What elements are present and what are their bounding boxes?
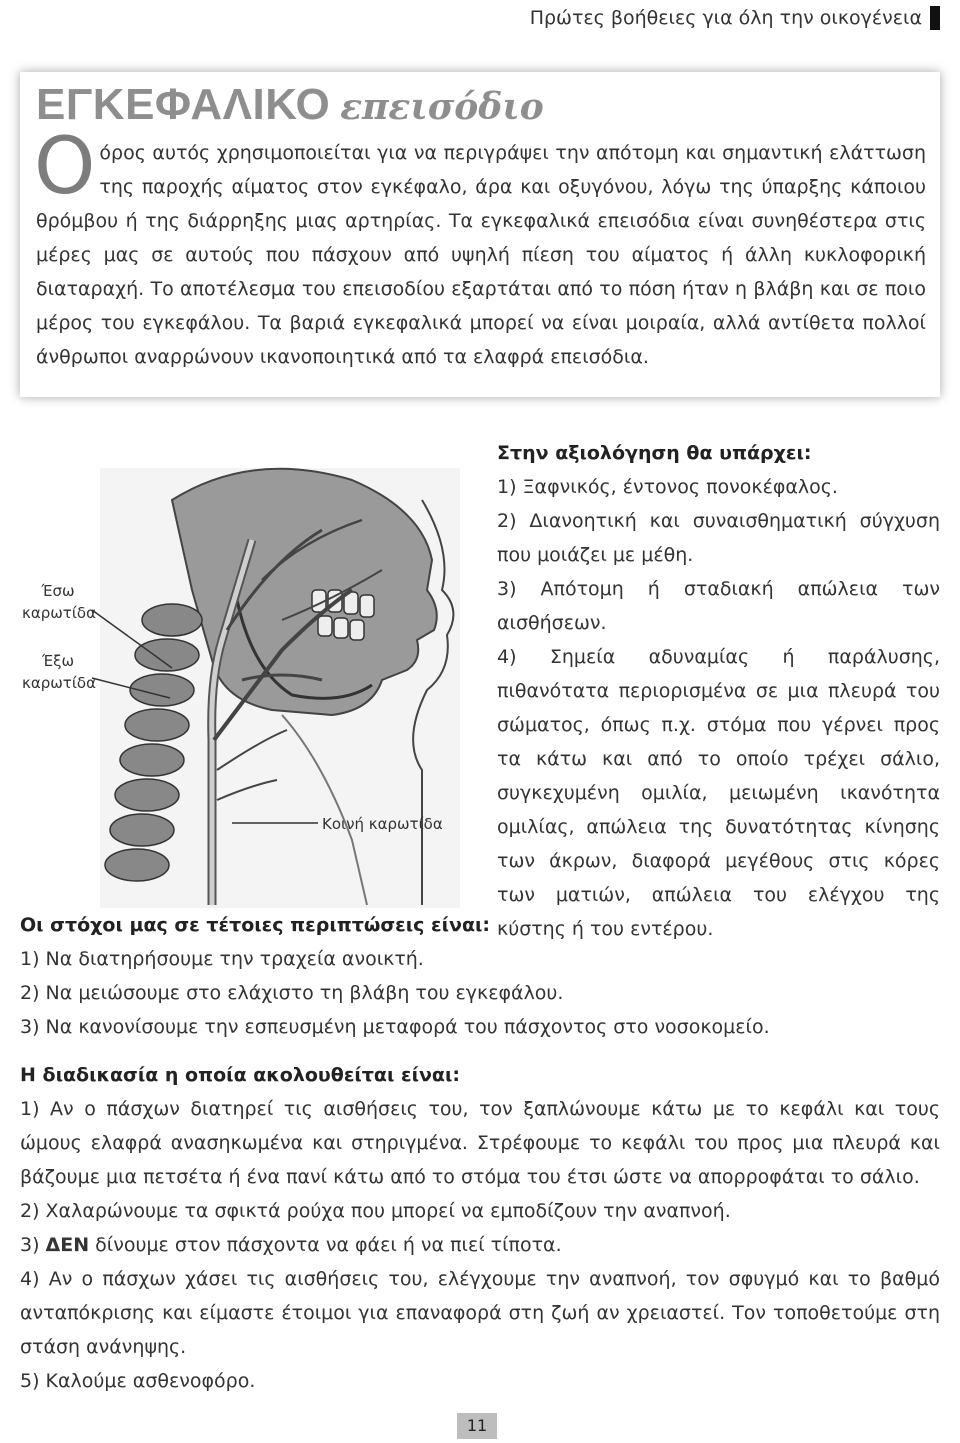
title-main: ΕΓΚΕΦΑΛΙΚΟ — [36, 80, 331, 129]
procedure-item-1: 1) Αν ο πάσχων διατηρεί τις αισθήσεις του, τον ξαπλώνουμε κάτω με το κεφάλι και τους ώμους ελαφρά ανασηκωμένα και στηριγμένα. Στρέφουμε το κεφάλι του προς μια πλευρά και βάζουμε μια πετσέτα ή ένα πανί κάτω από το στόμα του έτσι ώστε να απορροφάται το σάλιο. — [20, 1098, 940, 1188]
page-title — [36, 80, 544, 130]
assessment-item-2: 2) Διανοητική και συναισθηματική σύγχυση που μοιάζει με μέθη. — [497, 510, 940, 566]
dropcap: Ο — [34, 122, 96, 212]
procedure-item-3-prefix: 3) — [20, 1234, 46, 1256]
procedure-item-5: 5) Καλούμε ασθενοφόρο. — [20, 1370, 256, 1392]
assessment-item-1: 1) Ξαφνικός, έντονος πονοκέφαλος. — [497, 476, 838, 498]
running-header-title: Πρώτες βοήθειες για όλη την οικογένεια — [529, 7, 922, 29]
procedure-item-4: 4) Αν ο πάσχων χάσει τις αισθήσεις του, ελέγχουμε την αναπνοή, τον σφυγμό και το βαθμό ανταπόκρισης και είμαστε έτοιμοι για επαναφορά στη ζωή αν χρειαστεί. Τον τοποθετούμε στη στάση ανάνηψης. — [20, 1268, 940, 1358]
title-script: επεισόδιο — [340, 86, 544, 128]
procedure-heading: Η διαδικασία η οποία ακολουθείται είναι: — [20, 1064, 460, 1086]
assessment-section — [497, 436, 940, 946]
procedure-item-3 — [20, 1228, 940, 1262]
intro-box — [20, 72, 940, 397]
assessment-item-4: 4) Σημεία αδυναμίας ή παράλυσης, πιθανότατα περιορισμένα σε μια πλευρά του σώματος, όπως π.χ. στόμα που γέρνει προς τα κάτω και από το οποίο τρέχει σάλιο, συγκεχυμένη ομιλία, μειωμένη ικανότητα ομιλίας, απώλεια της δυνατότητας κίνησης των άκρων, διαφορά μεγέθους στις κόρες των ματιών, απώλεια του ελέγχου της κύστης ή του εντέρου. — [497, 646, 940, 940]
label-external-carotid: Έξω καρωτίδα — [22, 652, 96, 692]
assessment-heading: Στην αξιολόγηση θα υπάρχει: — [497, 442, 812, 464]
procedure-section — [20, 1058, 940, 1398]
intro-paragraph — [34, 122, 926, 374]
procedure-item-3-rest: δίνουμε στον πάσχοντα να φάει ή να πιεί τίποτα. — [89, 1234, 562, 1256]
assessment-item-3: 3) Απότομη ή σταδιακή απώλεια των αισθήσεων. — [497, 578, 940, 634]
goals-section — [20, 908, 940, 1044]
header-bar — [930, 6, 940, 30]
running-header — [530, 6, 940, 30]
page-number: 11 — [457, 1413, 497, 1439]
label-internal-carotid: Έσω καρωτίδα — [22, 582, 96, 622]
label-common-carotid: Κοινή καρωτίδα — [322, 815, 443, 833]
procedure-item-2: 2) Χαλαρώνουμε τα σφικτά ρούχα που μπορεί να εμποδίζουν την αναπνοή. — [20, 1200, 731, 1222]
goals-item-2: 2) Να μειώσουμε στο ελάχιστο τη βλάβη του εγκεφάλου. — [20, 982, 564, 1004]
goals-heading: Οι στόχοι μας σε τέτοιες περιπτώσεις είναι: — [20, 914, 491, 936]
goals-item-3: 3) Να κανονίσουμε την εσπευσμένη μεταφορά του πάσχοντος στο νοσοκομείο. — [20, 1016, 770, 1038]
procedure-item-3-bold: ΔΕΝ — [45, 1234, 90, 1256]
intro-text: όρος αυτός χρησιμοποιείται για να περιγράψει την απότομη και σημαντική ελάττωση της παροχής αίματος στον εγκέφαλο, άρα και οξυγόνου, λόγω της ύπαρξης κάποιου θρόμβου ή της διάρρηξης μιας αρτηρίας. Τα εγκεφαλικά επεισόδια είναι συνηθέστερα στις μέρες μας σε αυτούς που πάσχουν από υψηλή πίεση του αίματος ή άλλη κυκλοφορική διαταραχή. Το αποτέλεσμα του επεισοδίου εξαρτάται από το πόση ήταν η βλάβη και σε ποιο μέρος του εγκεφάλου. Τα βαριά εγκεφαλικά μπορεί να είναι μοιραία, αλλά αντίθετα πολλοί άνθρωποι αναρρώνουν ικανοποιητικά από τα ελαφρά επεισόδια. — [36, 142, 926, 368]
goals-item-1: 1) Να διατηρήσουμε την τραχεία ανοικτή. — [20, 948, 424, 970]
carotid-illustration — [22, 440, 462, 910]
